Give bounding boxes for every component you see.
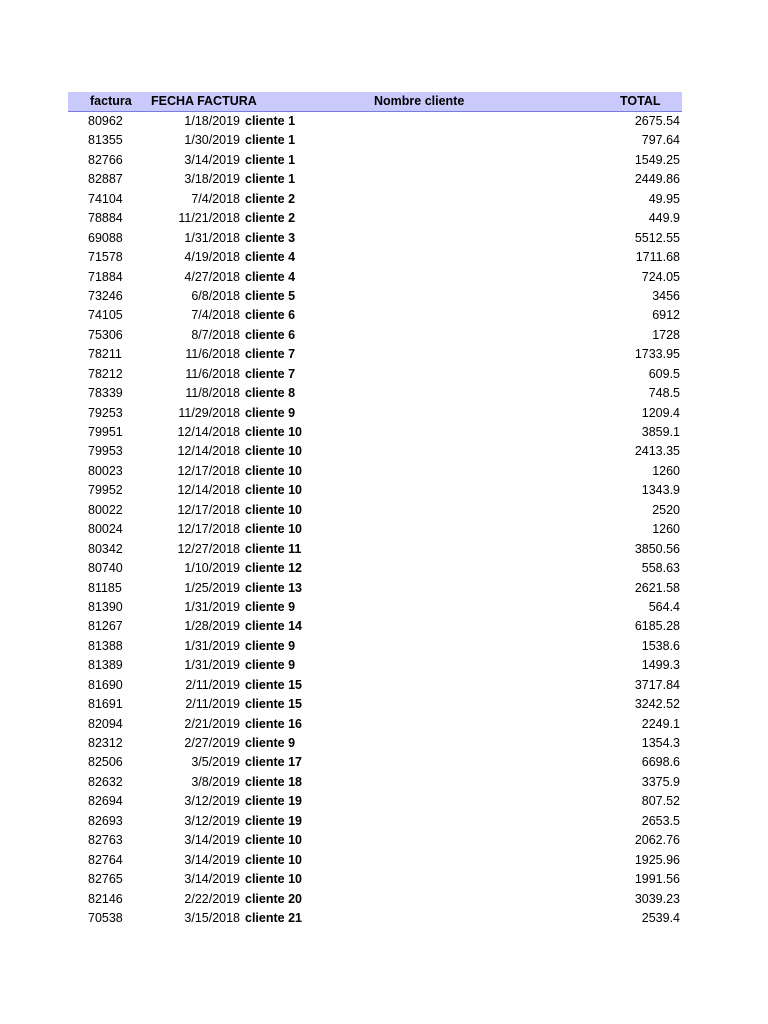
cell-nombre-cliente: cliente 8 — [245, 386, 296, 401]
cell-fecha-factura: 1/25/2019 — [184, 580, 240, 595]
table-row — [68, 384, 682, 403]
cell-total: 49.95 — [648, 191, 680, 206]
cell-fecha-factura: 3/15/2018 — [184, 910, 240, 925]
table-row — [68, 190, 682, 209]
table-row — [68, 831, 682, 850]
cell-total: 3859.1 — [641, 425, 680, 439]
cell-factura: 82312 — [88, 736, 123, 750]
table-row — [68, 462, 682, 481]
cell-nombre-cliente: cliente 21 — [245, 910, 302, 925]
cell-total: 3039.23 — [634, 891, 680, 906]
table-row — [68, 345, 682, 364]
cell-fecha-factura: 11/21/2018 — [178, 211, 240, 226]
cell-factura: 70538 — [88, 910, 123, 925]
table-row — [68, 481, 682, 500]
cell-nombre-cliente: cliente 1 — [245, 152, 296, 167]
cell-total: 2653.5 — [641, 813, 680, 828]
table-row — [68, 268, 682, 287]
cell-fecha-factura: 3/14/2019 — [184, 833, 240, 848]
cell-factura: 80962 — [88, 114, 123, 128]
table-row — [68, 287, 682, 306]
cell-factura: 82694 — [88, 794, 123, 809]
cell-fecha-factura: 12/17/2018 — [177, 522, 240, 537]
cell-total: 1260 — [652, 522, 680, 537]
cell-factura: 78884 — [88, 211, 123, 226]
table-row — [68, 734, 682, 753]
cell-fecha-factura: 3/14/2019 — [184, 872, 240, 887]
header-factura: factura — [90, 94, 132, 108]
cell-factura: 80024 — [88, 522, 123, 537]
cell-nombre-cliente: cliente 16 — [245, 716, 302, 731]
cell-total: 3850.56 — [634, 541, 680, 556]
cell-fecha-factura: 2/27/2019 — [184, 736, 240, 750]
cell-fecha-factura: 12/14/2018 — [177, 444, 240, 459]
cell-factura: 81691 — [88, 697, 123, 712]
cell-nombre-cliente: cliente 9 — [245, 736, 296, 750]
table-row — [68, 851, 682, 870]
cell-total: 2675.54 — [634, 114, 680, 128]
cell-nombre-cliente: cliente 10 — [245, 425, 302, 439]
cell-fecha-factura: 7/4/2018 — [191, 308, 240, 323]
cell-factura: 82693 — [88, 813, 123, 828]
cell-total: 3717.84 — [634, 677, 680, 692]
cell-total: 3242.52 — [634, 697, 680, 712]
table-row — [68, 326, 682, 345]
cell-factura: 78211 — [88, 347, 122, 362]
cell-factura: 81185 — [88, 580, 122, 595]
cell-nombre-cliente: cliente 2 — [245, 191, 296, 206]
cell-factura: 82763 — [88, 833, 123, 848]
cell-fecha-factura: 1/30/2019 — [184, 133, 240, 148]
cell-factura: 75306 — [88, 327, 123, 342]
cell-factura: 79952 — [88, 483, 123, 498]
cell-nombre-cliente: cliente 19 — [245, 794, 302, 809]
cell-factura: 79953 — [88, 444, 123, 459]
cell-nombre-cliente: cliente 20 — [245, 891, 302, 906]
cell-nombre-cliente: cliente 10 — [245, 872, 302, 887]
cell-fecha-factura: 1/31/2019 — [184, 638, 240, 653]
cell-total: 1728 — [652, 327, 680, 342]
table-row — [68, 209, 682, 228]
cell-fecha-factura: 2/11/2019 — [185, 677, 240, 692]
cell-total: 564.4 — [648, 599, 680, 614]
cell-factura: 82765 — [88, 872, 123, 887]
cell-total: 2062.76 — [634, 833, 680, 848]
table-row — [68, 520, 682, 539]
cell-nombre-cliente: cliente 5 — [245, 288, 296, 303]
cell-total: 6185.28 — [634, 619, 680, 634]
cell-total: 6698.6 — [641, 755, 680, 770]
cell-nombre-cliente: cliente 10 — [245, 502, 302, 517]
cell-fecha-factura: 1/18/2019 — [184, 114, 240, 128]
cell-nombre-cliente: cliente 12 — [245, 561, 302, 576]
cell-factura: 81267 — [88, 619, 123, 634]
cell-nombre-cliente: cliente 11 — [245, 541, 302, 556]
table-row — [68, 442, 682, 461]
cell-fecha-factura: 3/8/2019 — [191, 774, 240, 789]
header-fecha-factura: FECHA FACTURA — [151, 94, 257, 108]
table-row — [68, 812, 682, 831]
cell-factura: 78339 — [88, 386, 123, 401]
cell-total: 1538.6 — [641, 638, 680, 653]
table-row — [68, 753, 682, 772]
cell-factura: 80342 — [88, 541, 123, 556]
cell-nombre-cliente: cliente 9 — [245, 658, 296, 673]
cell-nombre-cliente: cliente 15 — [245, 677, 302, 692]
cell-fecha-factura: 2/21/2019 — [184, 716, 240, 731]
table-row — [68, 151, 682, 170]
cell-factura: 71884 — [88, 269, 123, 284]
cell-nombre-cliente: cliente 9 — [245, 599, 296, 614]
table-row — [68, 365, 682, 384]
cell-fecha-factura: 7/4/2018 — [191, 191, 240, 206]
table-row — [68, 773, 682, 792]
cell-nombre-cliente: cliente 4 — [245, 250, 296, 265]
cell-fecha-factura: 11/8/2018 — [185, 386, 240, 401]
cell-nombre-cliente: cliente 4 — [245, 269, 296, 284]
cell-total: 558.63 — [641, 561, 680, 576]
cell-total: 2413.35 — [634, 444, 680, 459]
cell-fecha-factura: 2/22/2019 — [184, 891, 240, 906]
cell-fecha-factura: 1/31/2019 — [184, 599, 240, 614]
cell-total: 1260 — [652, 463, 680, 478]
table-row — [68, 229, 682, 248]
cell-factura: 80740 — [88, 561, 123, 576]
cell-fecha-factura: 1/28/2019 — [184, 619, 240, 634]
cell-factura: 81690 — [88, 677, 123, 692]
cell-fecha-factura: 3/12/2019 — [184, 794, 240, 809]
cell-total: 724.05 — [641, 269, 680, 284]
header-total: TOTAL — [620, 94, 661, 108]
cell-total: 2520 — [652, 502, 680, 517]
cell-nombre-cliente: cliente 1 — [245, 172, 296, 187]
cell-factura: 81388 — [88, 638, 123, 653]
cell-factura: 82887 — [88, 172, 123, 187]
table-row — [68, 637, 682, 656]
cell-total: 3456 — [652, 288, 680, 303]
table-row — [68, 306, 682, 325]
table-row — [68, 792, 682, 811]
cell-total: 797.64 — [641, 133, 680, 148]
cell-total: 2449.86 — [634, 172, 680, 187]
cell-total: 3375.9 — [641, 774, 680, 789]
table-row — [68, 909, 682, 928]
cell-total: 5512.55 — [634, 230, 680, 245]
cell-fecha-factura: 1/31/2019 — [184, 658, 240, 673]
cell-factura: 80023 — [88, 463, 123, 478]
cell-total: 807.52 — [641, 794, 680, 809]
cell-nombre-cliente: cliente 1 — [245, 114, 296, 128]
cell-factura: 74104 — [88, 191, 123, 206]
table-row — [68, 890, 682, 909]
cell-nombre-cliente: cliente 10 — [245, 444, 302, 459]
cell-nombre-cliente: cliente 6 — [245, 308, 296, 323]
cell-nombre-cliente: cliente 7 — [245, 366, 296, 381]
cell-total: 1733.95 — [634, 347, 680, 362]
table-row — [68, 598, 682, 617]
cell-factura: 81390 — [88, 599, 123, 614]
cell-nombre-cliente: cliente 13 — [245, 580, 302, 595]
cell-factura: 81389 — [88, 658, 123, 673]
cell-factura: 82632 — [88, 774, 123, 789]
cell-nombre-cliente: cliente 10 — [245, 522, 302, 537]
cell-factura: 82764 — [88, 852, 123, 867]
cell-fecha-factura: 3/14/2019 — [184, 152, 240, 167]
cell-fecha-factura: 1/10/2019 — [184, 561, 240, 576]
cell-nombre-cliente: cliente 6 — [245, 327, 296, 342]
cell-total: 748.5 — [648, 386, 680, 401]
cell-total: 609.5 — [648, 366, 680, 381]
cell-total: 1354.3 — [641, 736, 680, 750]
cell-total: 1499.3 — [641, 658, 680, 673]
cell-total: 449.9 — [648, 211, 680, 226]
table-row — [68, 695, 682, 714]
cell-nombre-cliente: cliente 10 — [245, 833, 302, 848]
table-row — [68, 715, 682, 734]
cell-fecha-factura: 11/29/2018 — [178, 405, 240, 420]
table-row — [68, 404, 682, 423]
cell-fecha-factura: 12/14/2018 — [177, 425, 240, 439]
cell-fecha-factura: 11/6/2018 — [185, 366, 240, 381]
table-header — [68, 92, 682, 112]
table-row — [68, 656, 682, 675]
cell-total: 1343.9 — [641, 483, 680, 498]
cell-fecha-factura: 3/18/2019 — [184, 172, 240, 187]
cell-fecha-factura: 8/7/2018 — [191, 327, 240, 342]
table-row — [68, 617, 682, 636]
cell-total: 2539.4 — [641, 910, 680, 925]
cell-nombre-cliente: cliente 17 — [245, 755, 302, 770]
cell-nombre-cliente: cliente 15 — [245, 697, 302, 712]
cell-factura: 71578 — [88, 250, 123, 265]
cell-nombre-cliente: cliente 18 — [245, 774, 302, 789]
cell-nombre-cliente: cliente 10 — [245, 483, 302, 498]
cell-fecha-factura: 4/19/2018 — [184, 250, 240, 265]
cell-nombre-cliente: cliente 3 — [245, 230, 296, 245]
cell-fecha-factura: 12/14/2018 — [177, 483, 240, 498]
cell-nombre-cliente: cliente 10 — [245, 463, 302, 478]
cell-fecha-factura: 3/14/2019 — [184, 852, 240, 867]
cell-factura: 73246 — [88, 288, 123, 303]
cell-fecha-factura: 1/31/2018 — [184, 230, 240, 245]
table-row — [68, 579, 682, 598]
cell-factura: 69088 — [88, 230, 123, 245]
cell-total: 6912 — [652, 308, 680, 323]
header-nombre-cliente: Nombre cliente — [374, 94, 465, 108]
cell-factura: 81355 — [88, 133, 123, 148]
cell-factura: 74105 — [88, 308, 123, 323]
table-row — [68, 870, 682, 889]
table-row — [68, 540, 682, 559]
cell-factura: 79951 — [88, 425, 123, 439]
table-row — [68, 131, 682, 150]
cell-nombre-cliente: cliente 14 — [245, 619, 302, 634]
table-body — [68, 112, 682, 928]
cell-fecha-factura: 11/6/2018 — [185, 347, 240, 362]
table-row — [68, 501, 682, 520]
cell-nombre-cliente: cliente 2 — [245, 211, 296, 226]
cell-fecha-factura: 12/17/2018 — [177, 463, 240, 478]
cell-factura: 79253 — [88, 405, 123, 420]
invoice-table — [68, 92, 682, 928]
cell-total: 2621.58 — [634, 580, 680, 595]
table-row — [68, 112, 682, 131]
cell-nombre-cliente: cliente 19 — [245, 813, 302, 828]
cell-fecha-factura: 6/8/2018 — [191, 288, 240, 303]
cell-fecha-factura: 2/11/2019 — [185, 697, 240, 712]
table-row — [68, 248, 682, 267]
table-row — [68, 676, 682, 695]
cell-fecha-factura: 12/17/2018 — [177, 502, 240, 517]
cell-nombre-cliente: cliente 9 — [245, 638, 296, 653]
cell-nombre-cliente: cliente 7 — [245, 347, 296, 362]
cell-fecha-factura: 4/27/2018 — [184, 269, 240, 284]
cell-nombre-cliente: cliente 10 — [245, 852, 302, 867]
cell-factura: 82506 — [88, 755, 123, 770]
table-row — [68, 170, 682, 189]
cell-factura: 82094 — [88, 716, 123, 731]
cell-total: 1549.25 — [634, 152, 680, 167]
cell-total: 1711.68 — [635, 250, 680, 265]
cell-total: 1209.4 — [641, 405, 680, 420]
cell-total: 2249.1 — [641, 716, 680, 731]
cell-factura: 82146 — [88, 891, 123, 906]
cell-factura: 82766 — [88, 152, 123, 167]
cell-nombre-cliente: cliente 1 — [245, 133, 296, 148]
table-row — [68, 559, 682, 578]
table-row — [68, 423, 682, 442]
cell-factura: 78212 — [88, 366, 123, 381]
cell-total: 1991.56 — [634, 872, 680, 887]
cell-fecha-factura: 12/27/2018 — [177, 541, 240, 556]
cell-total: 1925.96 — [634, 852, 680, 867]
cell-fecha-factura: 3/12/2019 — [184, 813, 240, 828]
cell-fecha-factura: 3/5/2019 — [191, 755, 240, 770]
cell-factura: 80022 — [88, 502, 123, 517]
cell-nombre-cliente: cliente 9 — [245, 405, 296, 420]
